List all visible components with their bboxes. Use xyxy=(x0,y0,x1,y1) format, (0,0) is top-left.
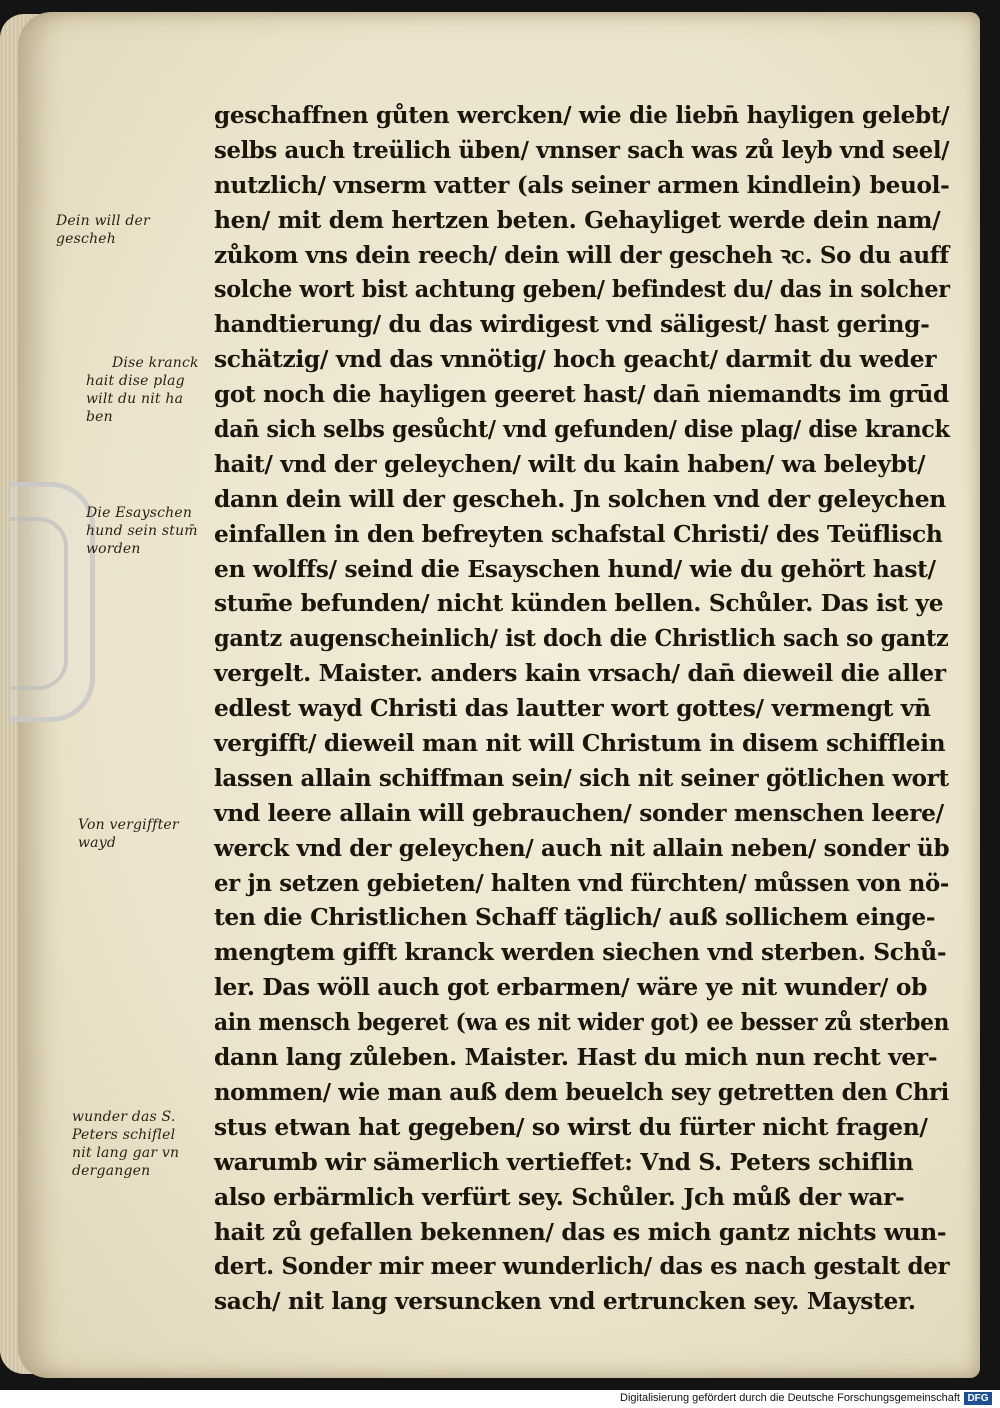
margin-note-line: wilt du nit ha xyxy=(86,391,184,407)
text-line: dan̄ sich selbs gesůcht/ vnd gefunden/ dise plag/ dise kranck xyxy=(214,415,950,444)
margin-note-line: hund sein stum̄ xyxy=(86,523,198,539)
funding-credit: Digitalisierung gefördert durch die Deutsche Forschungsgemeinschaft xyxy=(620,1392,960,1404)
text-line: mengtem gifft kranck werden siechen vnd sterben. Schů- xyxy=(214,938,947,967)
text-line: edlest wayd Christi das lautter wort gottes/ vermengt vn̄ xyxy=(214,694,931,723)
text-line: gantz augenscheinlich/ ist doch die Christlich sach so gantz xyxy=(214,624,949,653)
margin-note-line: wunder das S. xyxy=(72,1109,176,1125)
text-line: warumb wir sämerlich vertieffet: Vnd S. Peters schiflin xyxy=(214,1147,914,1176)
margin-note-4 xyxy=(56,816,226,852)
text-line: nommen/ wie man auß dem beuelch sey getretten den Chri xyxy=(214,1077,949,1106)
text-line: nutzlich/ vnserm vatter (als seiner armen kindlein) beuol- xyxy=(214,170,950,199)
text-line: dert. Sonder mir meer wunderlich/ das es nach gestalt der xyxy=(214,1252,950,1281)
dfg-logo: DFG xyxy=(964,1392,992,1405)
text-line: vergifft/ dieweil man nit will Christum in disem schifflein xyxy=(214,729,946,758)
book-page xyxy=(18,12,980,1378)
text-line: hait/ vnd der geleychen/ wilt du kain haben/ wa beleybt/ xyxy=(214,449,926,478)
text-line: selbs auch treülich üben/ vnnser sach was zů leyb vnd seel/ xyxy=(214,135,950,164)
margin-note-line: nit lang gar vn xyxy=(72,1145,180,1161)
text-line: stus etwan hat gegeben/ so wirst du fürter nicht fragen/ xyxy=(214,1112,928,1141)
text-line: schätzig/ vnd das vnnötig/ hoch geacht/ darmit du weder xyxy=(214,345,937,374)
text-line: solche wort bist achtung geben/ befindest du/ das in solcher xyxy=(214,275,950,304)
margin-note-5 xyxy=(56,1108,226,1180)
text-line: er jn setzen gebieten/ halten vnd fürchten/ můssen von nö- xyxy=(214,868,950,897)
text-line: sach/ nit lang versuncken vnd ertruncken sey. Mayster. xyxy=(214,1287,916,1316)
text-line: dann dein will der gescheh. Jn solchen vnd der geleychen xyxy=(214,484,946,513)
text-line: lassen allain schiffman sein/ sich nit seiner götlichen wort xyxy=(214,763,949,792)
text-line: vnd leere allain will gebrauchen/ sonder menschen leere/ xyxy=(214,798,944,827)
text-line: ain mensch begeret (wa es nit wider got) ee besser zů sterben xyxy=(214,1008,950,1037)
margin-note-line: hait dise plag xyxy=(86,373,185,389)
text-line: ten die Christlichen Schaff täglich/ auß sollichem einge- xyxy=(214,903,936,932)
margin-note-line: Dein will der xyxy=(56,213,150,229)
text-line: werck vnd der geleychen/ auch nit allain neben/ sonder üb xyxy=(214,833,950,862)
margin-note-line: Dise kranck xyxy=(112,355,199,371)
text-line: hait zů gefallen bekennen/ das es mich gantz nichts wun- xyxy=(214,1217,947,1246)
margin-note-line: dergangen xyxy=(72,1163,151,1179)
text-line: stum̄e befunden/ nicht künden bellen. Schůler. Das ist ye xyxy=(214,589,944,618)
margin-note-3 xyxy=(56,504,226,558)
text-line: einfallen in den befreyten schafstal Christi/ des Teüflisch xyxy=(214,519,943,548)
text-line: vergelt. Maister. anders kain vrsach/ dan̄ dieweil die aller xyxy=(214,659,946,688)
margin-note-line: Peters schiflel xyxy=(72,1127,176,1143)
footer-bar xyxy=(0,1390,1000,1408)
margin-note-line: worden xyxy=(86,541,141,557)
text-line: handtierung/ du das wirdigest vnd säligest/ hast gering- xyxy=(214,310,930,339)
text-line: hen/ mit dem hertzen beten. Gehayliget werde dein nam/ xyxy=(214,205,941,234)
margin-note-line: Die Esayschen xyxy=(86,505,193,521)
margin-note-2 xyxy=(56,354,226,426)
text-line: ler. Das wöll auch got erbarmen/ wäre ye nit wunder/ ob xyxy=(214,973,928,1002)
margin-note-line: wayd xyxy=(78,835,117,851)
margin-note-line: gescheh xyxy=(56,231,116,247)
text-line: en wolffs/ seind die Esayschen hund/ wie du gehört hast/ xyxy=(214,554,936,583)
margin-note-line: Von vergiffter xyxy=(78,817,179,833)
text-line: zůkom vns dein reech/ dein will der gescheh ꝛc. So du auff xyxy=(214,240,949,269)
margin-note-1 xyxy=(56,212,226,248)
marginalia-column xyxy=(56,12,226,1312)
margin-note-line: ben xyxy=(86,409,113,425)
text-line: got noch die hayligen geeret hast/ dan̄ niemandts im grūd xyxy=(214,380,949,409)
text-line: geschaffnen gůten wercken/ wie die liebn̄ hayligen gelebt/ xyxy=(214,101,950,129)
text-line: dann lang zůleben. Maister. Hast du mich nun recht ver- xyxy=(214,1043,938,1072)
text-line: also erbärmlich verfürt sey. Schůler. Jch můß der war- xyxy=(214,1182,905,1211)
main-text-block xyxy=(214,98,954,1319)
